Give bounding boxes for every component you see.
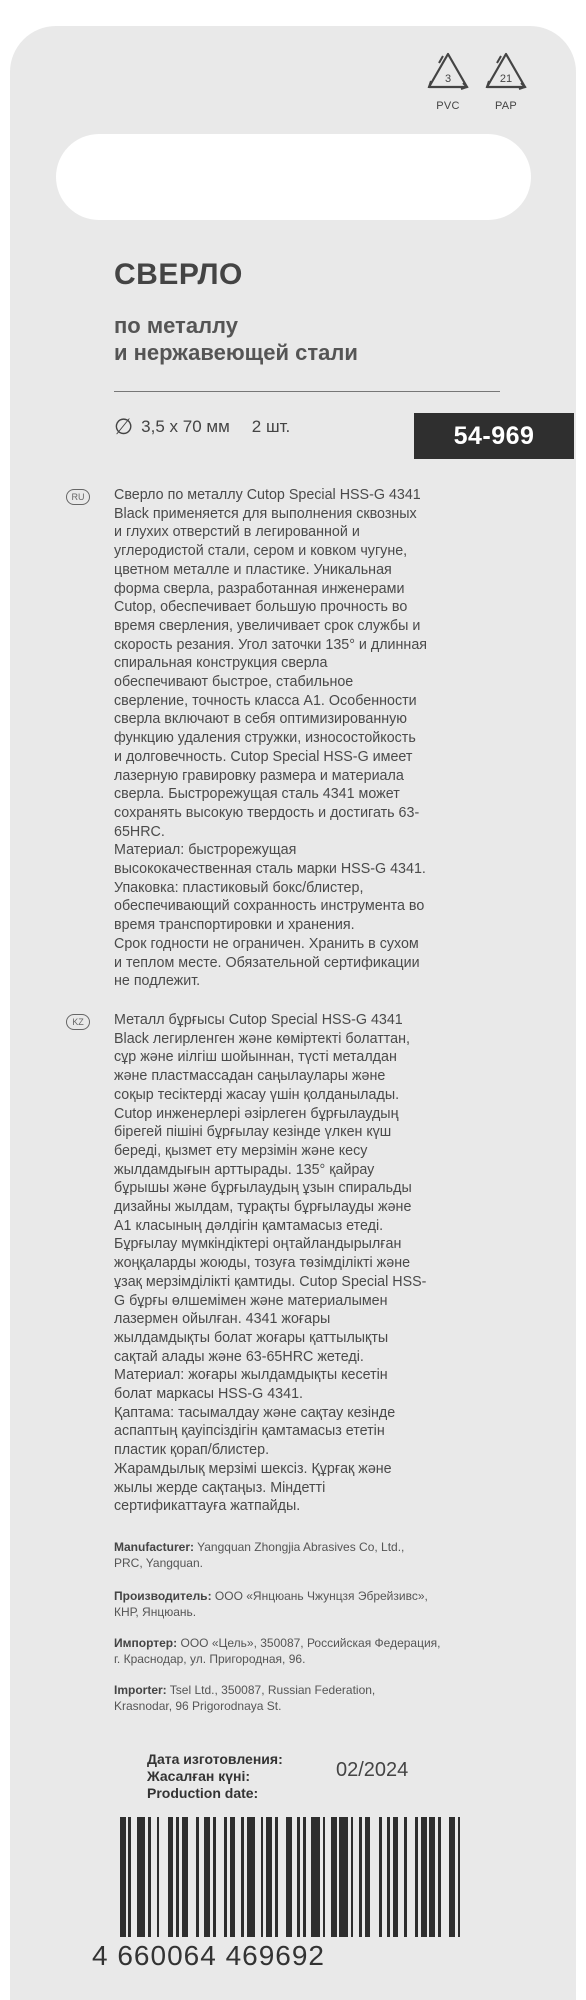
importer-ru-info [114, 1635, 514, 1667]
description-line: сақтай алады және 63-65HRC жетеді. [114, 1348, 364, 1365]
description-line: А1 класының дәлдігін қамтамасыз етеді. [114, 1217, 384, 1234]
description-line: бірегей пішіні бұрғылау кезінде үлкен күш [114, 1124, 392, 1141]
producer-label: Производитель: [114, 1589, 212, 1603]
barcode-gap [159, 1817, 167, 1937]
importer-en-line: Krasnodar, 96 Prigorodnaya St. [114, 1699, 282, 1713]
description-line: Бұрғылау мүмкіндіктері оңтайландырылған [114, 1236, 402, 1253]
description-line: не подлежит. [114, 973, 201, 990]
divider [114, 391, 500, 392]
recycle-pap-number: 21 [499, 73, 513, 85]
barcode-bar [137, 1817, 145, 1937]
description-line: Металл бұрғысы Cutop Special HSS-G 4341 [114, 1012, 403, 1028]
lang-badge-ru: RU [66, 489, 90, 505]
description-line: 65HRC. [114, 823, 165, 840]
description-line: обеспечивают быстрое, стабильное [114, 674, 354, 691]
description-line: Материал: жоғары жылдамдықты кесетін [114, 1367, 388, 1384]
description-line: Қаптама: тасымалдау және сақтау кезінде [114, 1404, 396, 1421]
description-line: лазермен ойылған. 4341 жоғары [114, 1311, 331, 1328]
product-title: СВЕРЛО [114, 258, 243, 291]
description-line: Упаковка: пластиковый бокс/блистер, [114, 879, 364, 896]
producer-info [114, 1588, 514, 1620]
hang-slot [56, 134, 531, 220]
description-line: сверление, точность класса А1. Особенности [114, 692, 417, 709]
description-line: Black применяется для выполнения сквозных [114, 505, 417, 522]
importer-en-label: Importer: [114, 1683, 167, 1697]
description-line: спиральная конструкция сверла [114, 655, 328, 672]
description-line: время транспортировки и хранения. [114, 917, 355, 934]
production-date-value: 02/2024 [336, 1759, 409, 1781]
producer-line: ООО «Янцюань Чжунцзя Эбрейзивс», [214, 1589, 428, 1603]
description-line: G бұрғы өлшемімен және материалымен [114, 1292, 388, 1309]
recycle-pvc-label: PVC [436, 100, 460, 112]
importer-ru-line: г. Краснодар, ул. Пригородная, 96. [114, 1652, 306, 1666]
description-line: скорость резания. Угол заточки 135° и длинная [114, 636, 428, 653]
dimensions: 3,5 х 70 мм [141, 417, 230, 436]
description-line: Жарамдылық мерзімі шексіз. Құрғақ және [114, 1460, 392, 1477]
subtitle-line: по металлу [114, 313, 238, 338]
description-line: жылы жерде сақтаңыз. Міндетті [114, 1479, 326, 1496]
production-date-labels [147, 1751, 283, 1802]
date-label-ru: Дата изготовления: [147, 1751, 283, 1767]
description-line: сверла включают в себя оптимизированную [114, 711, 407, 728]
description-line: пластик қорап/блистер. [114, 1442, 270, 1459]
manufacturer-info [114, 1539, 514, 1571]
producer-line: КНР, Янцюань. [114, 1605, 197, 1619]
date-label-kz: Жасалған күні: [147, 1768, 251, 1784]
barcode-gap [188, 1817, 196, 1937]
barcode-number: 4 660064 469692 [92, 1940, 325, 1971]
lang-badge-kz: KZ [66, 1014, 90, 1030]
description-line: углеродистой стали, сером и ковком чугуне, [114, 543, 408, 560]
description-line: дизайны жылдам, тұрақты бұрғылауды және [114, 1199, 412, 1216]
barcode-gap [278, 1817, 286, 1937]
barcode-gap [370, 1817, 378, 1937]
date-label-en: Production date: [147, 1785, 259, 1801]
description-line: Срок годности не ограничен. Хранить в сухом [114, 935, 419, 952]
description-line: береді, қызмет ету мерзімін және кесу [114, 1142, 368, 1159]
recycle-pvc-number: 3 [444, 73, 452, 85]
importer-en-info [114, 1682, 514, 1714]
diameter-icon: ∅ [114, 414, 134, 439]
description-line: и глухих отверстий в легированной и [114, 524, 360, 541]
description-ru [114, 486, 509, 991]
product-subtitle [114, 312, 358, 366]
description-line: лазерную гравировку размера и материала [114, 767, 404, 784]
description-line: болат маркасы HSS-G 4341. [114, 1386, 304, 1403]
description-line: цветном металле и пластике. Уникальная [114, 561, 392, 578]
description-line: жылдамдығын арттырады. 135° қайрау [114, 1161, 375, 1178]
barcode-gap [460, 1817, 466, 1937]
importer-en-line: Tsel Ltd., 350087, Russian Federation, [169, 1683, 376, 1697]
barcode-icon [120, 1817, 466, 1937]
description-line: обеспечивающий сохранность инструмента во [114, 898, 425, 915]
importer-ru-line: ООО «Цель», 350087, Российская Федерация, [180, 1636, 441, 1650]
description-line: форма сверла, разработанная инженерами [114, 580, 405, 597]
description-line: жылдамдықты болат жоғары қаттылықты [114, 1329, 389, 1346]
description-line: Cutop инженерлері әзірлеген бұрғылаудың [114, 1105, 399, 1122]
barcode-gap [216, 1817, 224, 1937]
manufacturer-label: Manufacturer: [114, 1540, 195, 1554]
description-line: Cutop, обеспечивает большую прочность во [114, 599, 408, 616]
description-line: сверла. Быстрорежущая сталь 4341 может [114, 786, 400, 803]
description-line: и долговечность. Cutop Special HSS-G имеет [114, 748, 413, 765]
description-line: сертификаттауға жатпайды. [114, 1498, 301, 1515]
manufacturer-line: PRC, Yangquan. [114, 1556, 203, 1570]
barcode-bar [311, 1817, 319, 1937]
subtitle-line: и нержавеющей стали [114, 340, 358, 365]
description-kz [114, 1011, 509, 1516]
description-line: Сверло по металлу Cutop Special HSS-G 4341 [114, 487, 421, 503]
importer-ru-label: Импортер: [114, 1636, 178, 1650]
manufacturer-line: Yangquan Zhongjia Abrasives Co, Ltd., [197, 1540, 405, 1554]
article-number: 54-969 [414, 413, 574, 459]
description-line: сохранять высокую твердость и достигать 63- [114, 804, 420, 821]
description-line: Материал: быстрорежущая [114, 842, 297, 859]
description-line: высококачественная сталь марки HSS-G 4341. [114, 861, 426, 878]
description-line: сұр және иілгіш шойыннан, түсті металдан [114, 1049, 397, 1066]
description-line: время сверления, увеличивает срок службы и [114, 617, 421, 634]
description-line: Black легирленген және көміртекті болаттан, [114, 1030, 410, 1047]
description-line: аспаптың қауіпсіздігін қамтамасыз ететін [114, 1423, 385, 1440]
product-spec [114, 414, 291, 439]
barcode-bar [247, 1817, 255, 1937]
barcode-gap [441, 1817, 449, 1937]
description-line: функцию удаления стружки, износостойкость [114, 730, 416, 747]
description-line: соқыр тесіктерді жасау үшін қолданылады. [114, 1086, 400, 1103]
description-line: и теплом месте. Обязательной сертификации [114, 954, 420, 971]
description-line: ұзақ мерзімділікті қамтиды. Cutop Special HSS- [114, 1273, 427, 1290]
recycle-pap-label: PAP [494, 100, 518, 112]
recycle-pap-icon [476, 50, 536, 120]
recycle-pvc-icon [418, 50, 478, 120]
description-line: бұрышы және бұрғылаудың ұзын спиральды [114, 1180, 412, 1197]
barcode-gap [407, 1817, 415, 1937]
description-line: және пластмассадан саңылаулары және [114, 1068, 386, 1085]
barcode-bar [339, 1817, 347, 1937]
quantity: 2 шт. [251, 417, 291, 436]
description-line: жоңқаларды жоюды, тозуға төзімділікті және [114, 1255, 411, 1272]
